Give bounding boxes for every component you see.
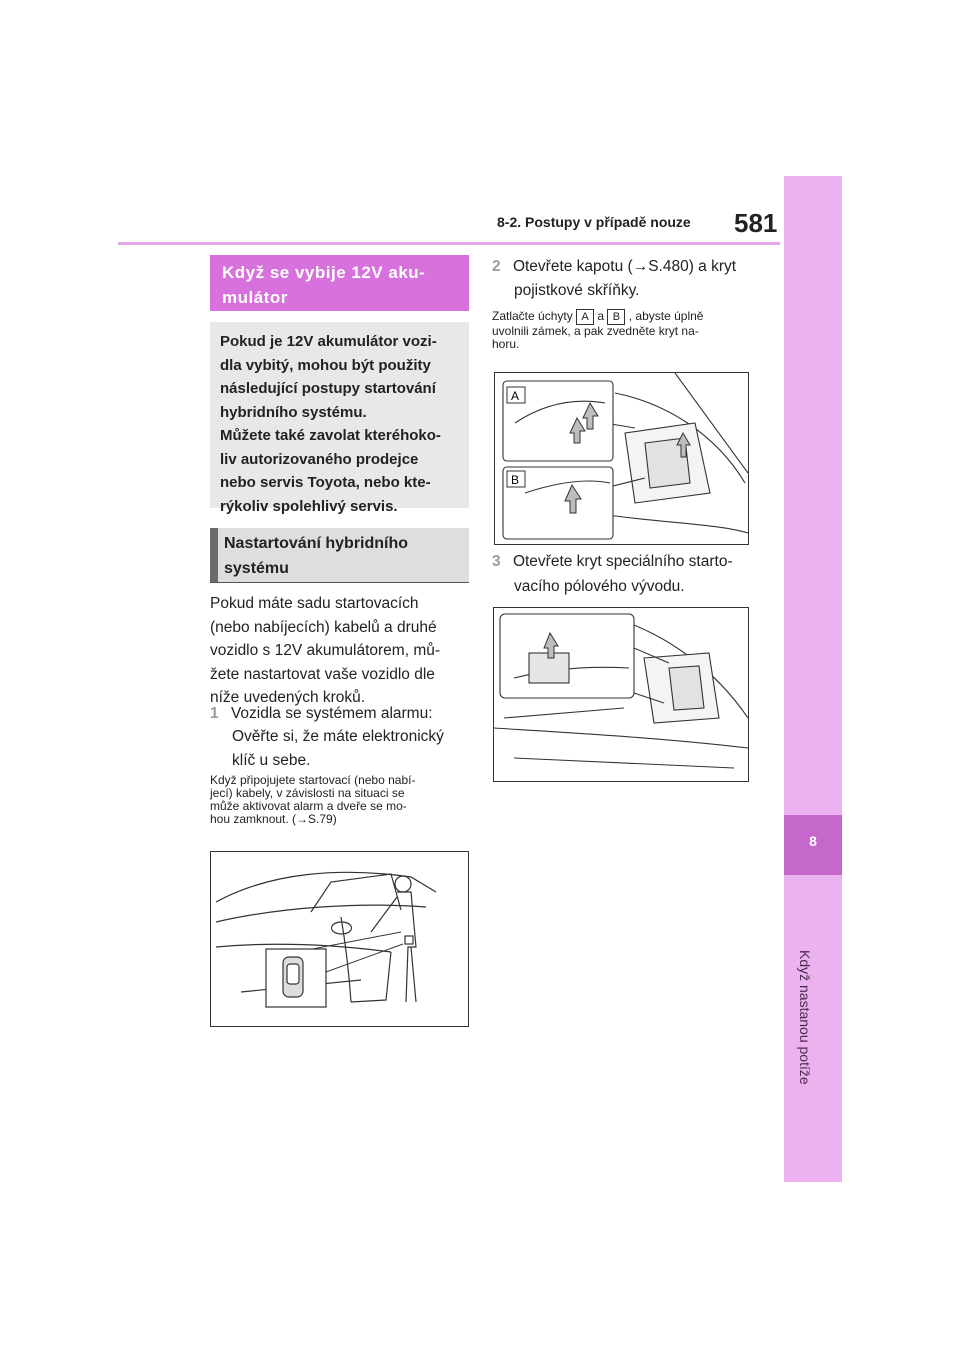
info-line: dla vybitý, mohou být použity xyxy=(220,356,431,374)
step-number: 3 xyxy=(492,553,501,570)
note-line: Když připojujete startovací (nebo nabí- xyxy=(210,773,416,787)
section-heading-bar xyxy=(210,528,218,582)
figure-label-b: B xyxy=(511,473,520,487)
heading-title-line: Když se vybije 12V aku- xyxy=(222,263,426,282)
note-line: horu. xyxy=(492,337,520,351)
step-number: 2 xyxy=(492,258,501,275)
step-text: Vozidla se systémem alarmu: xyxy=(230,705,433,722)
chapter-side-tab xyxy=(784,176,842,1182)
page-number: 581 xyxy=(734,208,778,238)
step-1 xyxy=(210,702,472,773)
note-text: a xyxy=(597,309,605,324)
info-line: liv autorizovaného prodejce xyxy=(220,450,419,468)
info-line: hybridního systému. xyxy=(220,403,367,421)
figure-terminal-cover xyxy=(493,607,749,782)
intro-paragraph xyxy=(210,592,472,710)
intro-line: vozidlo s 12V akumulátorem, mů- xyxy=(210,642,441,660)
step-3 xyxy=(492,550,762,600)
step-text: pojistkové skříňky. xyxy=(514,282,640,299)
step-2-note xyxy=(492,309,762,351)
section-heading-rule xyxy=(210,582,469,583)
figure-electronic-key xyxy=(210,851,469,1027)
fuse-box-illustration xyxy=(495,373,748,544)
info-line: rýkoliv spolehlivý servis. xyxy=(220,497,398,515)
step-number: 1 xyxy=(210,705,219,722)
figure-label-a: A xyxy=(511,389,520,403)
section-title-line: Nastartování hybridního xyxy=(224,535,409,552)
intro-line: Pokud máte sadu startovacích xyxy=(210,595,419,612)
chapter-title: Když nastanou potíže xyxy=(797,950,813,1085)
figure-fuse-box xyxy=(494,372,749,545)
info-line: Můžete také zavolat kteréhoko- xyxy=(220,427,441,444)
step-text: vacího pólového vývodu. xyxy=(514,578,685,595)
step-text: Otevřete kapotu (→S.480) a kryt xyxy=(512,258,737,275)
step-text: Ověřte si, že máte elektronický xyxy=(232,728,444,745)
chapter-number: 8 xyxy=(809,833,817,849)
badge-b: B xyxy=(607,309,625,325)
header-divider xyxy=(118,242,780,245)
step-text: klíč u sebe. xyxy=(232,752,311,769)
info-box-text xyxy=(220,330,465,518)
header-section-title: 8-2. Postupy v případě nouze xyxy=(497,214,691,230)
section-title-line: systému xyxy=(224,560,289,577)
note-line: jecí) kabely, v závislosti na situaci se xyxy=(210,786,405,800)
note-text: Zatlačte úchyty xyxy=(492,309,573,324)
note-text: , abyste úplně xyxy=(628,309,704,324)
section-title xyxy=(224,531,464,581)
intro-line: níže uvedených kroků. xyxy=(210,689,366,707)
step-1-note xyxy=(210,774,472,826)
info-line: Pokud je 12V akumulátor vozi- xyxy=(220,333,437,350)
step-text: Otevřete kryt speciálního starto- xyxy=(512,553,733,570)
badge-a: A xyxy=(576,309,594,325)
car-key-illustration xyxy=(211,852,468,1026)
intro-line: (nebo nabíjecích) kabelů a druhé xyxy=(210,618,437,636)
info-line: nebo servis Toyota, nebo kte- xyxy=(220,474,431,491)
terminal-illustration xyxy=(494,608,748,781)
heading-title xyxy=(222,260,462,310)
intro-line: žete nastartovat vaše vozidlo dle xyxy=(210,665,435,683)
note-line: může aktivovat alarm a dveře se mo- xyxy=(210,799,407,813)
note-line: hou zamknout. (→S.79) xyxy=(210,812,337,826)
note-line: uvolnili zámek, a pak zvedněte kryt na- xyxy=(492,324,699,338)
step-2 xyxy=(492,255,762,304)
heading-title-line: mulátor xyxy=(222,288,288,307)
info-line: následující postupy startování xyxy=(220,380,436,397)
